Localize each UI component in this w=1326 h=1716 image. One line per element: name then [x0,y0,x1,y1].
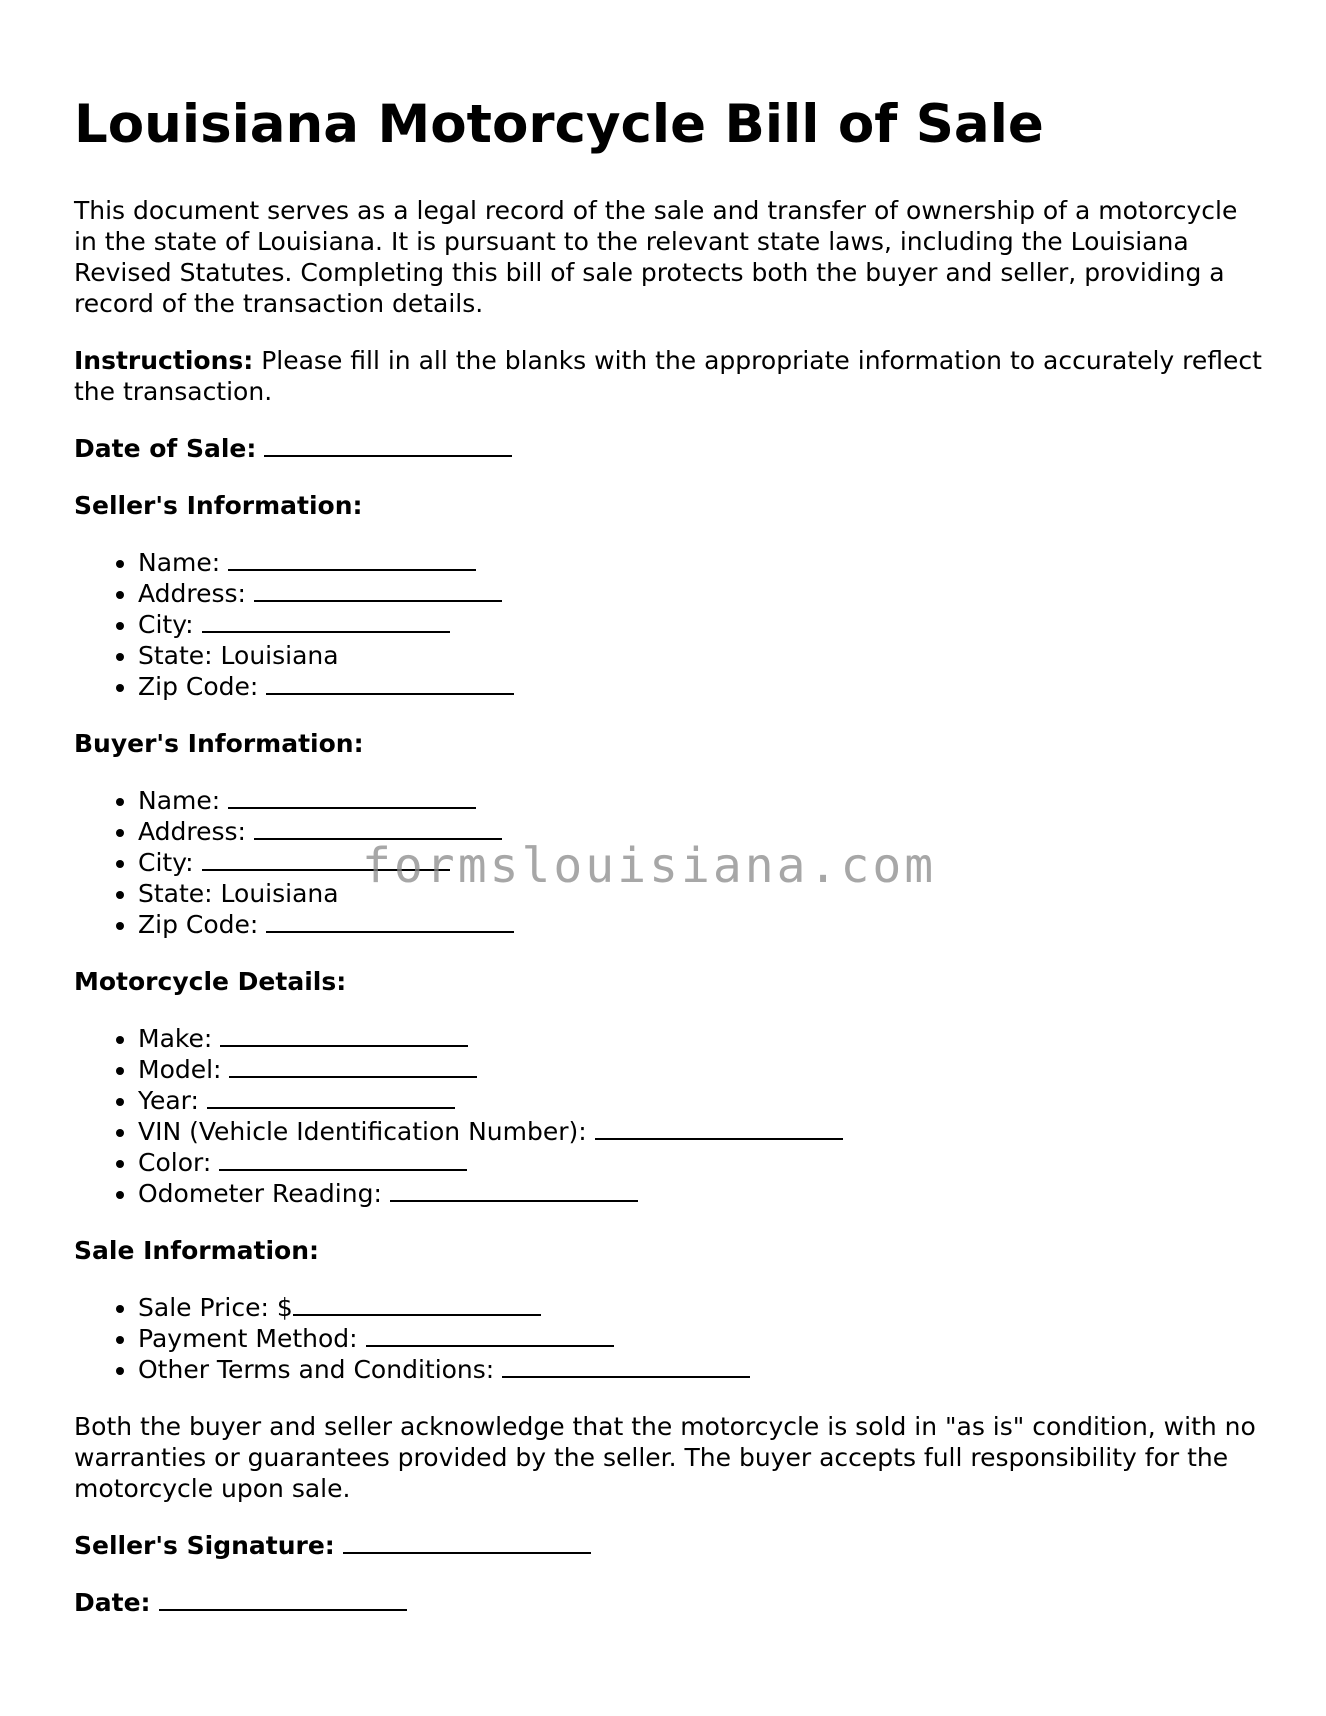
seller-zip-field[interactable] [266,671,514,695]
seller-state-label: State: Louisiana [138,641,339,670]
buyer-name-field[interactable] [228,785,476,809]
buyer-heading: Buyer's Information: [74,729,364,758]
list-item [138,578,1264,609]
list-item [138,609,1264,640]
seller-info-list [74,547,1264,702]
list-item [138,640,1264,671]
seller-city-label: City: [138,610,194,639]
seller-city-field[interactable] [202,609,450,633]
odometer-field[interactable] [390,1178,638,1202]
list-item [138,1023,1264,1054]
terms-label: Other Terms and Conditions: [138,1355,495,1384]
seller-signature-field[interactable] [343,1530,591,1554]
list-item [138,1178,1264,1209]
color-label: Color: [138,1148,212,1177]
intro-paragraph: This document serves as a legal record of the sale and transfer of ownership of a motorcycle in the state of Louisiana. It is pursuant to the relevant state laws, including the Louisiana Revised Statutes. Completing this bill of sale protects both the buyer and seller, providing a record of the transaction details. [74,196,1238,318]
sale-price-field[interactable] [293,1292,541,1316]
buyer-zip-label: Zip Code: [138,910,259,939]
sale-heading: Sale Information: [74,1236,319,1265]
make-field[interactable] [220,1023,468,1047]
year-field[interactable] [207,1085,455,1109]
buyer-address-label: Address: [138,817,246,846]
acknowledgment-paragraph: Both the buyer and seller acknowledge that the motorcycle is sold in "as is" condition, with no warranties or guarantees provided by the seller. The buyer accepts full responsibility for the motorcycle upon sale. [74,1412,1256,1503]
signature-date-field[interactable] [159,1587,407,1611]
list-item [138,1085,1264,1116]
list-item [138,1354,1264,1385]
seller-heading: Seller's Information: [74,491,363,520]
sale-price-label: Sale Price: $ [138,1293,293,1322]
page-title: Louisiana Motorcycle Bill of Sale [74,94,1044,155]
buyer-city-label: City: [138,848,194,877]
instructions-paragraph [74,345,1264,407]
date-of-sale-line [74,433,1264,464]
seller-name-field[interactable] [228,547,476,571]
list-item [138,785,1264,816]
list-item [138,1147,1264,1178]
list-item [138,1292,1264,1323]
seller-signature-label: Seller's Signature: [74,1531,335,1560]
list-item [138,1323,1264,1354]
motorcycle-details-list [74,1023,1264,1209]
seller-zip-label: Zip Code: [138,672,259,701]
list-item [138,671,1264,702]
vin-label: VIN (Vehicle Identification Number): [138,1117,587,1146]
sale-info-list [74,1292,1264,1385]
terms-field[interactable] [502,1354,750,1378]
list-item [138,547,1264,578]
signature-date-line [74,1587,1264,1618]
signature-date-label: Date: [74,1588,151,1617]
instructions-label: Instructions: [74,346,254,375]
seller-address-label: Address: [138,579,246,608]
date-of-sale-label: Date of Sale: [74,434,257,463]
model-label: Model: [138,1055,222,1084]
seller-signature-line [74,1530,1264,1561]
list-item [138,909,1264,940]
date-of-sale-field[interactable] [264,433,512,457]
buyer-address-field[interactable] [254,816,502,840]
odometer-label: Odometer Reading: [138,1179,382,1208]
payment-method-field[interactable] [366,1323,614,1347]
year-label: Year: [138,1086,199,1115]
buyer-zip-field[interactable] [266,909,514,933]
instructions-text: Please fill in all the blanks with the appropriate information to accurately reflect the transaction. [74,346,1262,406]
vin-field[interactable] [595,1116,843,1140]
seller-name-label: Name: [138,548,221,577]
model-field[interactable] [229,1054,477,1078]
motorcycle-heading: Motorcycle Details: [74,967,347,996]
payment-method-label: Payment Method: [138,1324,358,1353]
list-item [138,1054,1264,1085]
watermark: formslouisiana.com [362,838,937,894]
list-item [138,1116,1264,1147]
buyer-name-label: Name: [138,786,221,815]
buyer-state-label: State: Louisiana [138,879,339,908]
make-label: Make: [138,1024,213,1053]
color-field[interactable] [219,1147,467,1171]
seller-address-field[interactable] [254,578,502,602]
